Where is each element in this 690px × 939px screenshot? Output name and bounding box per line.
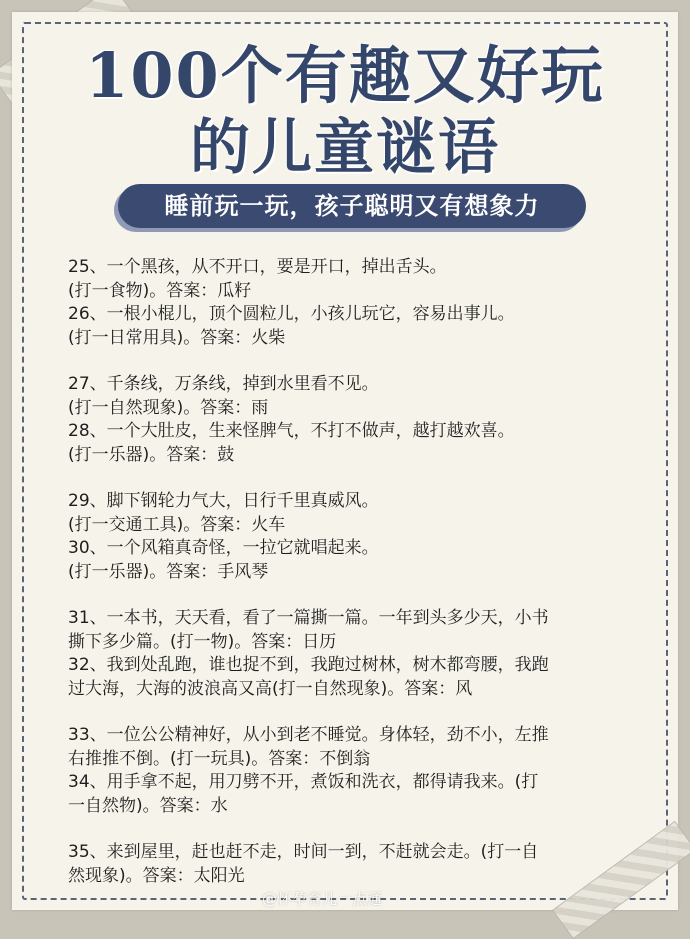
riddle-item-35: [68, 841, 602, 888]
riddle-answer: (打一乐器)。答案：手风琴: [68, 561, 269, 582]
riddle-list: [68, 256, 602, 888]
riddle-question: 25、一个黑孩，从不开口，要是开口，掉出舌头。: [68, 257, 447, 277]
riddle-question: 33、一位公公精神好，从小到老不睡觉。身体轻，劲不小，左推: [68, 725, 549, 745]
group-spacer: [68, 701, 602, 724]
riddle-item-33: [68, 724, 602, 771]
page-title-line-1: 100个有趣又好玩: [85, 39, 605, 112]
riddle-question: 31、一本书，天天看，看了一篇撕一篇。一年到头多少天，小书: [68, 608, 549, 628]
riddle-item-29: [68, 490, 602, 537]
riddle-item-28: [68, 420, 602, 467]
group-spacer: [68, 584, 602, 607]
riddle-answer: 右推推不倒。(打一玩具)。答案：不倒翁: [68, 748, 371, 769]
riddle-answer: (打一自然现象)。答案：雨: [68, 397, 269, 418]
riddle-item-26: [68, 303, 602, 350]
riddle-item-32: [68, 654, 602, 701]
riddle-answer: 然现象)。答案：太阳光: [68, 865, 245, 886]
riddle-item-27: [68, 373, 602, 420]
group-spacer: [68, 467, 602, 490]
riddle-answer: (打一日常用具)。答案：火柴: [68, 327, 286, 348]
riddle-question: 27、千条线，万条线，掉到水里看不见。: [68, 374, 379, 394]
riddle-question: 29、脚下钢轮力气大，日行千里真威风。: [68, 491, 379, 511]
riddle-item-30: [68, 537, 602, 584]
riddle-question: 32、我到处乱跑，谁也捉不到，我跑过树林，树木都弯腰，我跑: [68, 655, 549, 675]
riddle-question: 26、一根小棍儿，顶个圆粒儿，小孩儿玩它，容易出事儿。: [68, 304, 515, 324]
riddle-item-25: [68, 256, 602, 303]
riddle-answer: 撕下多少篇。(打一物)。答案：日历: [68, 631, 337, 652]
riddle-item-34: [68, 771, 602, 818]
riddle-answer: 过大海，大海的波浪高又高(打一自然现象)。答案：风: [68, 678, 473, 699]
riddle-answer: (打一交通工具)。答案：火车: [68, 514, 286, 535]
group-spacer: [68, 818, 602, 841]
riddle-question: 28、一个大肚皮，生来怪脾气，不打不做声，越打越欢喜。: [68, 421, 515, 441]
riddle-answer: 一自然物)。答案：水: [68, 795, 228, 816]
riddle-answer: (打一乐器)。答案：鼓: [68, 444, 235, 465]
group-spacer: [68, 350, 602, 373]
riddle-answer: (打一食物)。答案：瓜籽: [68, 280, 252, 301]
riddle-question: 34、用手拿不起，用刀劈不开，煮饭和洗衣，都得请我来。(打: [68, 772, 539, 792]
subtitle-banner: 睡前玩一玩，孩子聪明又有想象力: [118, 184, 586, 228]
page-title-line-2: 的儿童谜语: [190, 113, 500, 183]
watermark: @怀孕育儿一点通: [262, 890, 383, 908]
riddle-question: 30、一个风箱真奇怪，一拉它就唱起来。: [68, 538, 379, 558]
riddle-question: 35、来到屋里，赶也赶不走，时间一到，不赶就会走。(打一自: [68, 842, 539, 862]
riddle-item-31: [68, 607, 602, 654]
